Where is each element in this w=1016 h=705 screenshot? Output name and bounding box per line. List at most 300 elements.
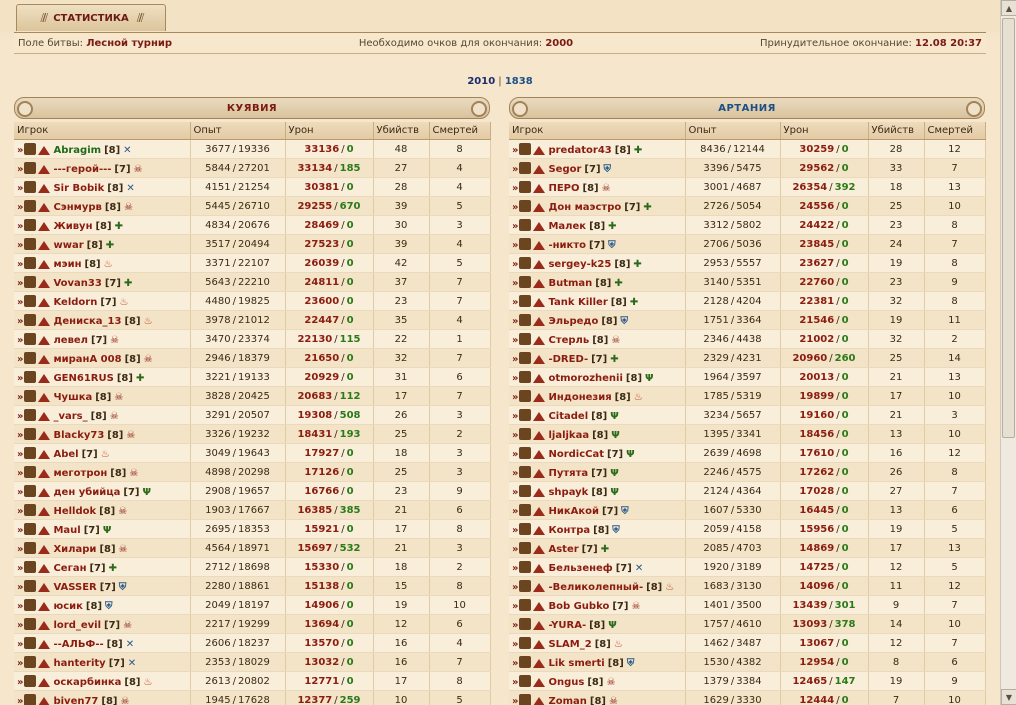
experience-cell <box>190 444 285 463</box>
experience-value: 1785 <box>703 390 729 402</box>
slash: / <box>334 694 338 705</box>
table-row <box>14 178 490 197</box>
scrollbar-thumb[interactable] <box>1002 18 1015 438</box>
info-arrows-icon[interactable]: » <box>17 695 22 705</box>
col-experience[interactable]: Опыт <box>685 122 780 140</box>
clan-icon[interactable] <box>519 447 531 459</box>
player-name[interactable]: юсик <box>53 600 83 612</box>
player-name[interactable]: Живун <box>53 220 93 232</box>
table-row <box>14 406 490 425</box>
experience-value: 3049 <box>205 447 231 459</box>
damage-extra: 392 <box>834 181 856 193</box>
col-kills[interactable]: Убийств <box>373 122 429 140</box>
kills-cell: 19 <box>373 596 429 615</box>
cross-icon: ✚ <box>610 353 619 365</box>
player-name[interactable]: Abel <box>53 448 79 460</box>
col-damage[interactable]: Урон <box>780 122 868 140</box>
player-name[interactable]: -DRED- <box>548 353 589 365</box>
clan-icon[interactable] <box>24 238 36 250</box>
player-name[interactable]: wwar <box>53 239 84 251</box>
info-arrows-icon[interactable]: » <box>512 334 517 346</box>
player-name[interactable]: predator43 <box>548 144 612 156</box>
damage-cell <box>285 615 373 634</box>
rank-icon <box>533 640 545 649</box>
info-arrows-icon[interactable]: » <box>512 505 517 517</box>
experience-cell <box>685 444 780 463</box>
clan-icon[interactable] <box>519 637 531 649</box>
clan-icon[interactable] <box>24 428 36 440</box>
player-name[interactable]: Helldok <box>53 505 97 517</box>
clan-icon[interactable] <box>519 428 531 440</box>
player-name[interactable]: Citadel <box>548 410 589 422</box>
info-arrows-icon[interactable]: » <box>512 600 517 612</box>
damage-value: 12954 <box>799 656 835 668</box>
info-arrows-icon[interactable]: » <box>512 391 517 403</box>
clan-icon[interactable] <box>24 219 36 231</box>
info-arrows-icon[interactable]: » <box>17 638 22 650</box>
clan-icon[interactable] <box>24 618 36 630</box>
team2-score: 1838 <box>504 76 533 87</box>
info-arrows-icon[interactable]: » <box>512 410 517 422</box>
kills-cell: 28 <box>868 140 924 159</box>
slash: / <box>730 238 735 250</box>
player-name[interactable]: Bob Gubko <box>548 600 610 612</box>
info-arrows-icon[interactable]: » <box>17 315 22 327</box>
clan-icon[interactable] <box>24 390 36 402</box>
clan-icon[interactable] <box>519 466 531 478</box>
kills-cell: 19 <box>868 520 924 539</box>
info-arrows-icon[interactable]: » <box>512 144 517 156</box>
scroll-down-icon[interactable]: ▼ <box>1001 689 1016 705</box>
clan-icon[interactable] <box>24 314 36 326</box>
info-arrows-icon[interactable]: » <box>512 277 517 289</box>
slash: / <box>730 580 735 592</box>
clan-icon[interactable] <box>24 162 36 174</box>
player-name[interactable]: Ongus <box>548 676 585 688</box>
clan-icon[interactable] <box>519 295 531 307</box>
experience-value: 3677 <box>205 143 231 155</box>
damage-extra: 385 <box>339 504 361 516</box>
player-cell <box>14 292 190 311</box>
player-name[interactable]: меготрон <box>53 467 108 479</box>
kills-cell: 33 <box>868 159 924 178</box>
player-name[interactable]: Индонезия <box>548 391 612 403</box>
player-name[interactable]: Zoman <box>548 695 587 705</box>
player-name[interactable]: мэин <box>53 258 82 270</box>
experience-cell <box>685 615 780 634</box>
clan-icon[interactable] <box>519 409 531 421</box>
clan-icon[interactable] <box>519 656 531 668</box>
info-arrows-icon[interactable]: » <box>512 220 517 232</box>
clan-icon[interactable] <box>24 333 36 345</box>
damage-extra: 0 <box>346 523 354 535</box>
info-arrows-icon[interactable]: » <box>17 239 22 251</box>
damage-extra: 0 <box>346 675 354 687</box>
clan-icon[interactable] <box>519 561 531 573</box>
clan-icon[interactable] <box>24 542 36 554</box>
slash: / <box>334 428 338 440</box>
player-name[interactable]: Стерль <box>548 334 590 346</box>
table-row <box>509 558 985 577</box>
info-arrows-icon[interactable]: » <box>17 524 22 536</box>
player-name[interactable]: --АЛЬФ-- <box>53 638 104 650</box>
damage-cell <box>780 520 868 539</box>
info-arrows-icon[interactable]: » <box>512 524 517 536</box>
clan-icon[interactable] <box>519 238 531 250</box>
info-arrows-icon[interactable]: » <box>512 353 517 365</box>
player-name[interactable]: Vovan33 <box>53 277 102 289</box>
deaths-cell: 3 <box>429 463 490 482</box>
deaths-cell: 3 <box>429 216 490 235</box>
info-arrows-icon[interactable]: » <box>512 429 517 441</box>
kills-cell: 32 <box>868 292 924 311</box>
info-arrows-icon[interactable]: » <box>17 296 22 308</box>
info-arrows-icon[interactable]: » <box>512 239 517 251</box>
player-name[interactable]: Малек <box>548 220 587 232</box>
player-name[interactable]: ---герой--- <box>53 163 112 175</box>
player-name[interactable]: SLAM_2 <box>548 638 592 650</box>
skull-icon: ☠ <box>126 429 136 441</box>
player-name[interactable]: Чушка <box>53 391 93 403</box>
player-name[interactable]: ден убийца <box>53 486 121 498</box>
clan-icon[interactable] <box>24 561 36 573</box>
info-arrows-icon[interactable]: » <box>17 448 22 460</box>
experience-max: 20494 <box>238 238 270 250</box>
col-deaths[interactable]: Смертей <box>924 122 985 140</box>
player-name[interactable]: миранА 008 <box>53 353 122 365</box>
clan-icon[interactable] <box>519 200 531 212</box>
player-name[interactable]: -YURA- <box>548 619 587 631</box>
slash: / <box>341 181 345 193</box>
damage-value: 23600 <box>304 295 340 307</box>
player-level: [8] <box>614 258 631 270</box>
damage-value: 21546 <box>799 314 835 326</box>
player-name[interactable]: Дениска_13 <box>53 315 122 327</box>
info-arrows-icon[interactable]: » <box>17 182 22 194</box>
info-arrows-icon[interactable]: » <box>512 562 517 574</box>
damage-extra: 0 <box>841 219 849 231</box>
player-cell <box>509 159 685 178</box>
player-name[interactable]: Maul <box>53 524 81 536</box>
info-arrows-icon[interactable]: » <box>17 220 22 232</box>
clan-icon[interactable] <box>519 333 531 345</box>
clan-icon[interactable] <box>519 523 531 535</box>
damage-extra: 0 <box>346 314 354 326</box>
experience-cell <box>685 482 780 501</box>
damage-extra: 0 <box>841 580 849 592</box>
player-name[interactable]: Lik smerti <box>548 657 605 669</box>
forced-end-info <box>760 38 982 49</box>
player-name[interactable]: GEN61RUS <box>53 372 114 384</box>
score-separator: | <box>498 76 502 87</box>
info-arrows-icon[interactable]: » <box>17 201 22 213</box>
clan-icon[interactable] <box>24 181 36 193</box>
player-name[interactable]: biven77 <box>53 695 99 705</box>
clan-icon[interactable] <box>24 371 36 383</box>
info-arrows-icon[interactable]: » <box>512 258 517 270</box>
player-cell <box>14 368 190 387</box>
info-arrows-icon[interactable]: » <box>512 638 517 650</box>
player-cell <box>14 444 190 463</box>
player-name[interactable]: ljaljkaa <box>548 429 590 441</box>
damage-value: 23627 <box>799 257 835 269</box>
clan-icon[interactable] <box>24 200 36 212</box>
clan-icon[interactable] <box>519 162 531 174</box>
info-arrows-icon[interactable]: » <box>17 391 22 403</box>
info-arrows-icon[interactable]: » <box>17 144 22 156</box>
info-arrows-icon[interactable]: » <box>17 467 22 479</box>
player-name[interactable]: Сеган <box>53 562 87 574</box>
info-arrows-icon[interactable]: » <box>17 353 22 365</box>
player-cell <box>509 292 685 311</box>
damage-cell <box>285 178 373 197</box>
player-name[interactable]: Бельзенеф <box>548 562 613 574</box>
info-arrows-icon[interactable]: » <box>512 163 517 175</box>
clan-icon[interactable] <box>519 276 531 288</box>
clan-icon[interactable] <box>24 257 36 269</box>
clan-icon[interactable] <box>24 580 36 592</box>
tab-statistics[interactable] <box>16 4 166 31</box>
clan-icon[interactable] <box>24 485 36 497</box>
player-name[interactable]: sergey-k25 <box>548 258 612 270</box>
player-name[interactable]: левел <box>53 334 89 346</box>
info-arrows-icon[interactable]: » <box>512 201 517 213</box>
info-arrows-icon[interactable]: » <box>512 543 517 555</box>
experience-cell <box>190 501 285 520</box>
info-arrows-icon[interactable]: » <box>17 258 22 270</box>
damage-cell <box>780 292 868 311</box>
clan-icon[interactable] <box>519 181 531 193</box>
info-arrows-icon[interactable]: » <box>17 277 22 289</box>
player-name[interactable]: -Великолепный- <box>548 581 644 593</box>
player-name[interactable]: Эльредо <box>548 315 599 327</box>
player-name[interactable]: Keldorn <box>53 296 98 308</box>
player-name[interactable]: оскарбинка <box>53 676 122 688</box>
clan-icon[interactable] <box>519 371 531 383</box>
experience-value: 2217 <box>205 618 231 630</box>
flame-icon: ♨ <box>103 258 113 270</box>
clan-icon[interactable] <box>24 523 36 535</box>
player-name[interactable]: НикАкой <box>548 505 600 517</box>
kills-cell: 32 <box>868 330 924 349</box>
info-arrows-icon[interactable]: » <box>17 334 22 346</box>
info-arrows-icon[interactable]: » <box>17 600 22 612</box>
clan-icon[interactable] <box>24 352 36 364</box>
skull-icon: ☠ <box>120 695 130 705</box>
vertical-scrollbar[interactable] <box>1000 0 1016 705</box>
clan-icon[interactable] <box>24 143 36 155</box>
slash: / <box>341 257 345 269</box>
col-damage[interactable]: Урон <box>285 122 373 140</box>
info-arrows-icon[interactable]: » <box>17 676 22 688</box>
kills-cell: 25 <box>868 197 924 216</box>
skull-icon: ☠ <box>133 163 143 175</box>
player-name[interactable]: NordicCat <box>548 448 605 460</box>
info-arrows-icon[interactable]: » <box>512 657 517 669</box>
info-arrows-icon[interactable]: » <box>17 410 22 422</box>
clan-icon[interactable] <box>519 542 531 554</box>
experience-max: 5802 <box>736 219 762 231</box>
clan-icon[interactable] <box>519 352 531 364</box>
experience-cell <box>685 273 780 292</box>
player-cell <box>509 634 685 653</box>
cross-icon: ✚ <box>108 562 117 574</box>
player-name[interactable]: hanterity <box>53 657 106 669</box>
info-arrows-icon[interactable]: » <box>512 372 517 384</box>
info-arrows-icon[interactable]: » <box>17 543 22 555</box>
info-arrows-icon[interactable]: » <box>512 486 517 498</box>
deaths-cell: 7 <box>924 596 985 615</box>
rank-icon <box>38 298 50 307</box>
experience-max: 3330 <box>736 694 762 705</box>
player-name[interactable]: Дон маэстро <box>548 201 622 213</box>
player-name[interactable]: _vars_ <box>53 410 88 422</box>
info-arrows-icon[interactable]: » <box>17 486 22 498</box>
player-name[interactable]: otmorozhenii <box>548 372 623 384</box>
info-arrows-icon[interactable]: » <box>17 581 22 593</box>
clan-icon[interactable] <box>24 637 36 649</box>
player-name[interactable]: Blacky73 <box>53 429 105 441</box>
player-name[interactable]: Sir Bobik <box>53 182 105 194</box>
slash: / <box>232 276 236 288</box>
flame-icon: ♨ <box>100 448 110 460</box>
clan-icon[interactable] <box>24 675 36 687</box>
scroll-up-icon[interactable]: ▲ <box>1001 0 1016 16</box>
damage-cell <box>285 463 373 482</box>
damage-value: 22760 <box>799 276 835 288</box>
col-kills[interactable]: Убийств <box>868 122 924 140</box>
col-experience[interactable]: Опыт <box>190 122 285 140</box>
info-arrows-icon[interactable]: » <box>512 296 517 308</box>
rank-icon <box>533 469 545 478</box>
deaths-cell: 8 <box>429 672 490 691</box>
clan-icon[interactable] <box>519 618 531 630</box>
player-name[interactable]: ПЕРО <box>548 182 580 194</box>
clan-icon[interactable] <box>519 675 531 687</box>
player-cell <box>509 387 685 406</box>
table-row <box>14 672 490 691</box>
player-name[interactable]: Aster <box>548 543 579 555</box>
kills-cell: 19 <box>868 254 924 273</box>
clan-icon[interactable] <box>24 295 36 307</box>
experience-cell <box>685 197 780 216</box>
damage-cell <box>780 349 868 368</box>
damage-extra: 0 <box>841 314 849 326</box>
info-arrows-icon[interactable]: » <box>17 429 22 441</box>
clan-icon[interactable] <box>519 143 531 155</box>
clan-icon[interactable] <box>519 219 531 231</box>
damage-extra: 0 <box>346 466 354 478</box>
slash: / <box>341 352 345 364</box>
info-arrows-icon[interactable]: » <box>512 182 517 194</box>
rank-icon <box>533 583 545 592</box>
slash: / <box>836 200 840 212</box>
rank-icon <box>533 602 545 611</box>
player-name[interactable]: Хилари <box>53 543 97 555</box>
player-name[interactable]: lord_evil <box>53 619 102 631</box>
experience-value: 1903 <box>205 504 231 516</box>
clan-icon[interactable] <box>24 409 36 421</box>
clan-icon[interactable] <box>519 504 531 516</box>
deaths-cell: 6 <box>429 615 490 634</box>
deaths-cell: 7 <box>429 653 490 672</box>
player-name[interactable]: Abragim <box>53 144 102 156</box>
experience-cell <box>190 178 285 197</box>
clan-icon[interactable] <box>519 599 531 611</box>
experience-max: 5475 <box>736 162 762 174</box>
damage-cell <box>285 273 373 292</box>
player-name[interactable]: Segor <box>548 163 582 175</box>
clan-icon[interactable] <box>24 656 36 668</box>
deaths-cell: 10 <box>924 691 985 705</box>
table-row <box>14 368 490 387</box>
clan-icon[interactable] <box>24 694 36 705</box>
damage-value: 12465 <box>792 675 828 687</box>
experience-max: 3364 <box>736 314 762 326</box>
clan-icon[interactable] <box>519 694 531 705</box>
col-deaths[interactable]: Смертей <box>429 122 490 140</box>
clan-icon[interactable] <box>519 390 531 402</box>
info-arrows-icon[interactable]: » <box>512 581 517 593</box>
info-arrows-icon[interactable]: » <box>512 619 517 631</box>
player-name[interactable]: -никто <box>548 239 586 251</box>
clan-icon[interactable] <box>24 504 36 516</box>
clan-icon[interactable] <box>24 466 36 478</box>
info-arrows-icon[interactable]: » <box>17 562 22 574</box>
col-player[interactable]: Игрок <box>14 122 190 140</box>
info-arrows-icon[interactable]: » <box>17 505 22 517</box>
player-name[interactable]: Путята <box>548 467 589 479</box>
player-cell <box>509 596 685 615</box>
clan-icon[interactable] <box>24 276 36 288</box>
info-arrows-icon[interactable]: » <box>17 619 22 631</box>
info-arrows-icon[interactable]: » <box>512 676 517 688</box>
deaths-cell: 4 <box>429 311 490 330</box>
slash: / <box>232 295 236 307</box>
info-arrows-icon[interactable]: » <box>512 448 517 460</box>
player-name[interactable]: VASSER <box>53 581 97 593</box>
rank-icon <box>38 355 50 364</box>
player-name[interactable]: Сэнмурв <box>53 201 102 213</box>
deaths-cell: 9 <box>924 273 985 292</box>
info-arrows-icon[interactable]: » <box>17 657 22 669</box>
experience-value: 4898 <box>205 466 231 478</box>
damage-value: 17028 <box>799 485 835 497</box>
clan-icon[interactable] <box>24 447 36 459</box>
info-arrows-icon[interactable]: » <box>17 163 22 175</box>
info-arrows-icon[interactable]: » <box>512 467 517 479</box>
clan-icon[interactable] <box>24 599 36 611</box>
player-name[interactable]: shpayk <box>548 486 589 498</box>
info-arrows-icon[interactable]: » <box>512 315 517 327</box>
experience-max: 4231 <box>736 352 762 364</box>
clan-icon[interactable] <box>519 314 531 326</box>
damage-cell <box>780 387 868 406</box>
damage-cell <box>285 330 373 349</box>
player-name[interactable]: Butman <box>548 277 593 289</box>
clan-icon[interactable] <box>519 485 531 497</box>
clan-icon[interactable] <box>519 257 531 269</box>
player-name[interactable]: Контра <box>548 524 591 536</box>
clan-icon[interactable] <box>519 580 531 592</box>
kills-cell: 21 <box>868 406 924 425</box>
damage-value: 17927 <box>304 447 340 459</box>
info-arrows-icon[interactable]: » <box>17 372 22 384</box>
slash: / <box>334 409 338 421</box>
player-name[interactable]: Tank Killer <box>548 296 608 308</box>
info-arrows-icon[interactable]: » <box>512 695 517 705</box>
col-player[interactable]: Игрок <box>509 122 685 140</box>
